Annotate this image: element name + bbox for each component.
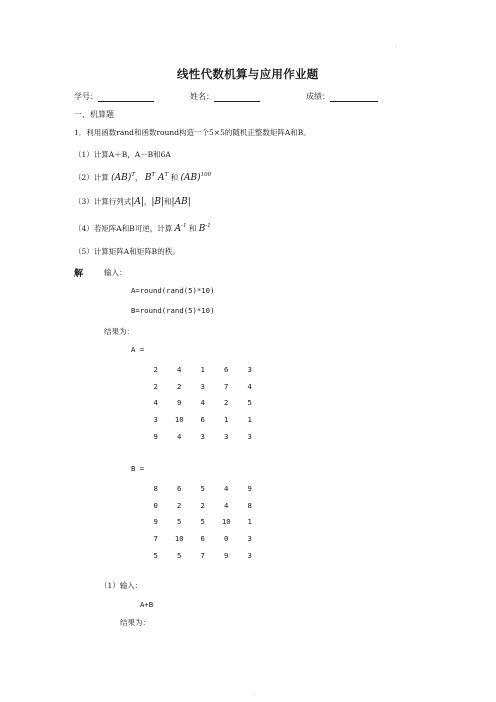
result-label: 结果为： [104, 327, 134, 336]
q2-ab-power: (AB)$^{100}$ [180, 172, 212, 183]
matrix-b-cell: 7 [153, 534, 158, 544]
matrix-a-cell: 4 [153, 398, 158, 408]
matrix-a-cell: 3 [153, 415, 158, 425]
q4-a-inverse: $A^{-1}$ [174, 223, 187, 234]
matrix-a-cell: 3 [247, 432, 252, 442]
score-field [306, 91, 378, 102]
student-id-label: 学号： [74, 92, 98, 101]
score-blank[interactable] [330, 92, 378, 102]
q2-bt-at: $B^T$ $A^T$ [144, 172, 169, 183]
problem-statement: 1．利用函数rand和函数round构造一个5×5的随机正整数矩阵A和B。 [74, 128, 311, 137]
matrix-a-cell: 1 [224, 415, 229, 425]
matrix-a-cell: 6 [224, 364, 229, 374]
code-line-a: A=round(rand(5)*10) [131, 286, 215, 295]
matrix-a-cell: 3 [200, 381, 205, 391]
q3-det-ab: |AB| [171, 197, 191, 207]
matrix-b-cell: 0 [153, 500, 158, 510]
matrix-a-cell: 3 [247, 364, 252, 374]
question-2-prefix: （2）计算 [74, 173, 109, 182]
matrix-b-label: B = [131, 464, 145, 473]
matrix-a-cell: 10 [174, 415, 184, 425]
q3-det-b: |B| [151, 197, 165, 207]
matrix-a-row [144, 378, 262, 395]
matrix-b-row [144, 514, 262, 531]
question-3: （3）计算行列式|A|，|B|和|AB| [74, 197, 191, 207]
code-line-b: B=round(rand(5)*10) [131, 306, 215, 315]
section-heading: 一、机算题 [74, 110, 114, 119]
matrix-b-cell: 9 [247, 483, 252, 493]
matrix-b [144, 480, 262, 564]
matrix-a-label: A = [131, 345, 145, 354]
student-id-blank[interactable] [98, 92, 154, 102]
matrix-a-row [144, 411, 262, 428]
matrix-b-row [144, 480, 262, 497]
matrix-b-cell: 4 [224, 483, 229, 493]
part1-input-label: （1）输入： [100, 581, 143, 590]
q4-b-inverse: $B^{-1}$ [198, 223, 211, 234]
matrix-a-cell: 4 [247, 381, 252, 391]
part1-result-label: 结果为： [120, 618, 150, 627]
matrix-a-cell: 6 [200, 415, 205, 425]
footer-decoration: . [252, 688, 255, 697]
matrix-a-cell: 2 [153, 381, 158, 391]
name-blank[interactable] [214, 92, 260, 102]
matrix-a-row [144, 395, 262, 412]
question-2: （2）计算 (AB)$^T$， $B^T$ $A^T$ 和 (AB)$^{100}$ [74, 172, 212, 183]
solution-input-label: 输入： [104, 268, 127, 277]
name-field [190, 91, 260, 102]
matrix-b-cell: 9 [153, 517, 158, 527]
matrix-b-cell: 6 [177, 483, 182, 493]
matrix-b-cell: 10 [221, 517, 231, 527]
page-title: 线性代数机算与应用作业题 [177, 67, 319, 81]
matrix-b-cell: 0 [224, 534, 229, 544]
matrix-a-cell: 4 [177, 432, 182, 442]
score-label: 成绩： [306, 92, 330, 101]
matrix-a-cell: 1 [247, 415, 252, 425]
matrix-b-cell: 1 [247, 517, 252, 527]
matrix-a-cell: 3 [200, 432, 205, 442]
matrix-b-cell: 3 [247, 551, 252, 561]
matrix-b-cell: 3 [247, 534, 252, 544]
matrix-a [144, 361, 262, 445]
matrix-a-cell: 2 [224, 398, 229, 408]
matrix-a-cell: 7 [224, 381, 229, 391]
matrix-b-cell: 4 [224, 500, 229, 510]
matrix-b-cell: 8 [153, 483, 158, 493]
matrix-b-cell: 9 [224, 551, 229, 561]
solution-label: 解 [74, 269, 84, 279]
matrix-a-row [144, 361, 262, 378]
matrix-a-cell: 2 [177, 381, 182, 391]
matrix-a-cell: 3 [224, 432, 229, 442]
matrix-b-cell: 5 [177, 551, 182, 561]
matrix-b-row [144, 547, 262, 564]
header-decoration: . [395, 40, 398, 49]
matrix-b-row [144, 530, 262, 547]
student-id-field [74, 91, 154, 102]
matrix-a-cell: 9 [177, 398, 182, 408]
question-3-prefix: （3）计算行列式 [74, 197, 132, 206]
q3-det-a: |A| [131, 197, 144, 207]
matrix-b-cell: 7 [200, 551, 205, 561]
question-1: （1）计算A＋B，A－B和6A [74, 150, 171, 159]
question-4-prefix: （4）若矩阵A和B可逆，计算 [74, 224, 173, 233]
matrix-b-cell: 2 [200, 500, 205, 510]
part1-code: A+B [140, 600, 154, 609]
q2-ab-transpose: (AB)$^T$ [111, 172, 135, 183]
name-label: 姓名： [190, 92, 214, 101]
matrix-b-cell: 8 [247, 500, 252, 510]
matrix-b-cell: 5 [177, 517, 182, 527]
question-5: （5）计算矩阵A和矩阵B的秩。 [74, 247, 180, 256]
matrix-a-cell: 4 [200, 398, 205, 408]
question-4: （4）若矩阵A和B可逆，计算 $A^{-1}$ 和 $B^{-1}$ [74, 223, 211, 234]
matrix-a-cell: 2 [153, 364, 158, 374]
matrix-b-cell: 5 [153, 551, 158, 561]
matrix-b-cell: 2 [177, 500, 182, 510]
matrix-b-cell: 6 [200, 534, 205, 544]
matrix-b-cell: 5 [200, 483, 205, 493]
matrix-a-cell: 5 [247, 398, 252, 408]
matrix-b-row [144, 497, 262, 514]
matrix-b-cell: 10 [174, 534, 184, 544]
matrix-a-cell: 9 [153, 432, 158, 442]
matrix-a-cell: 1 [200, 364, 205, 374]
matrix-a-row [144, 428, 262, 445]
matrix-a-cell: 4 [177, 364, 182, 374]
matrix-b-cell: 5 [200, 517, 205, 527]
